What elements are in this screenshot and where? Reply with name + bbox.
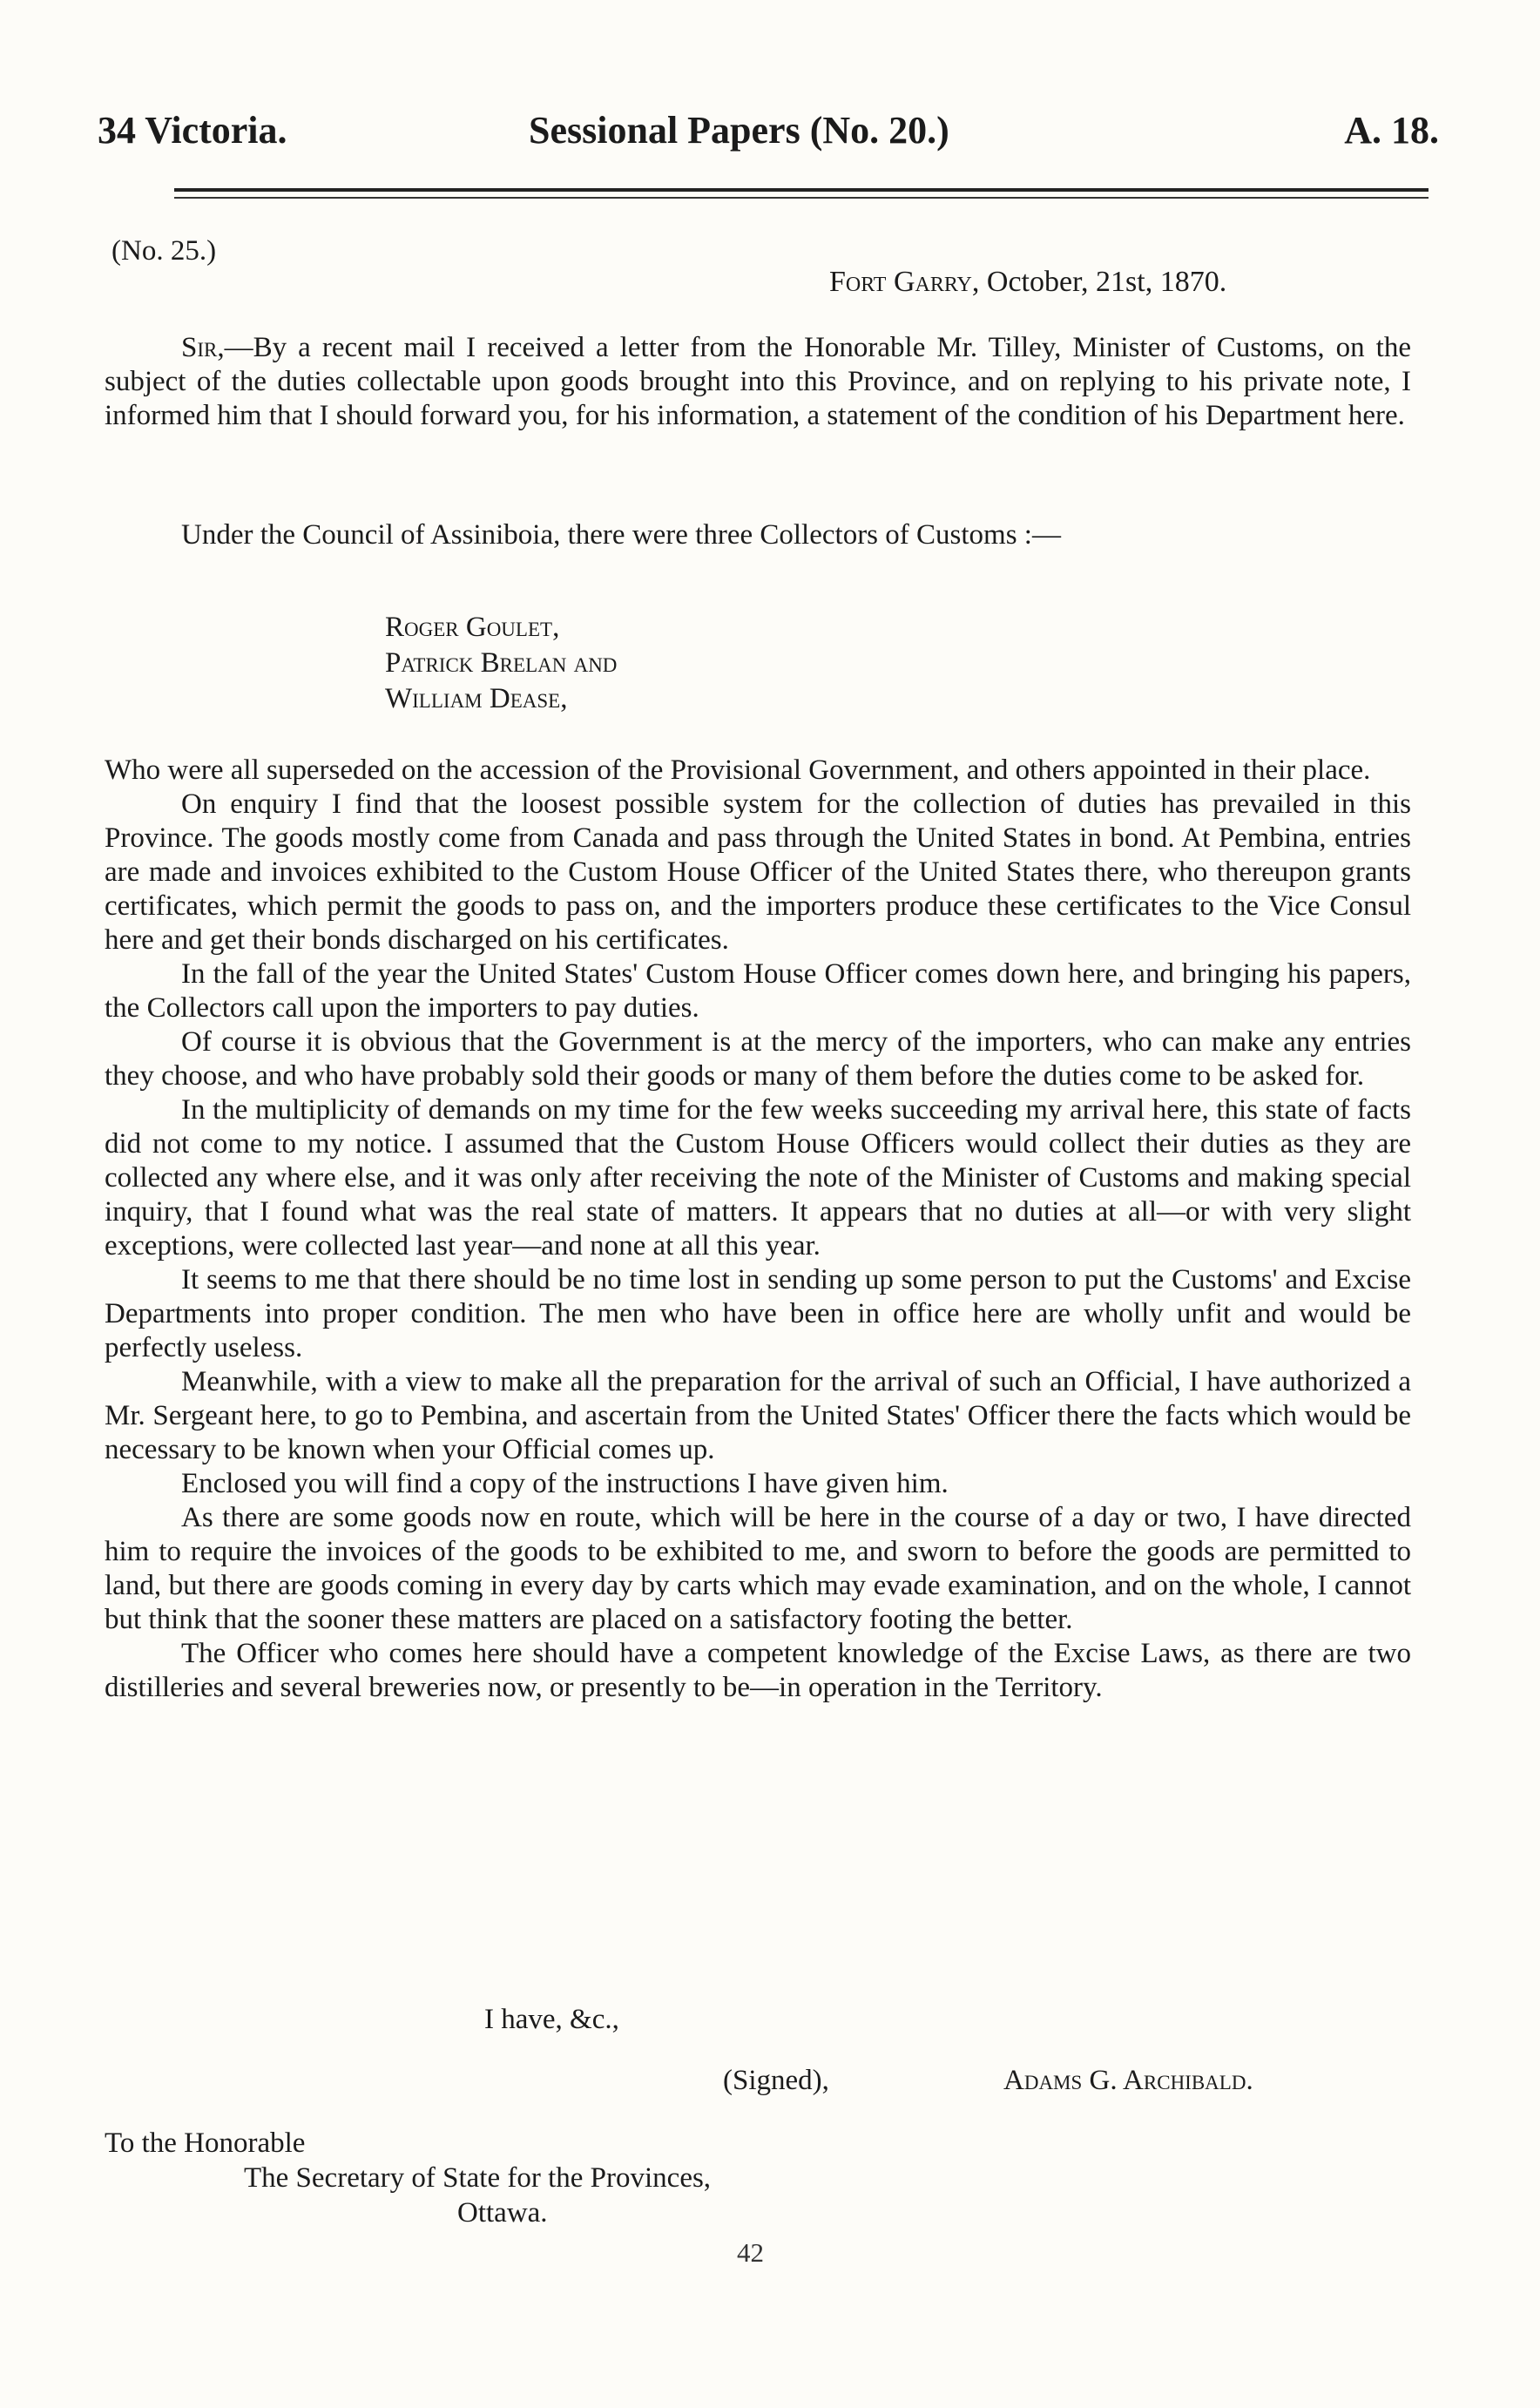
intro-paragraph <box>105 331 1411 433</box>
addressee-block <box>105 2126 711 2230</box>
body-paragraph: Meanwhile, with a view to make all the preparation for the arrival of such an Official, I have authorized a Mr. Sergeant here, to go to Pembina, and ascertain from the United States' Officer there the facts which would be necessary to be known when your Official comes up. <box>105 1366 1411 1465</box>
page-number: 42 <box>737 2237 764 2268</box>
collector-name: Patrick Brelan and <box>385 647 618 679</box>
dateline-place: Fort Garry, <box>829 266 980 298</box>
body-paragraph: On enquiry I find that the loosest possible system for the collection of duties has prevailed in this Province. The goods mostly come from Canada and pass through the United States in bond. At Pembina, entries are made and invoices exhibited to the Custom House Officer of the United States there, who thereupon grants certificates, which permit the goods to pass on, and the importers produce these certificates to the Vice Consul here and get their bonds discharged on his certificates. <box>105 788 1411 956</box>
body-paragraph: In the fall of the year the United States' Custom House Officer comes down here, and bringing his papers, the Collectors call upon the importers to pay duties. <box>105 958 1411 1024</box>
body-paragraph: The Officer who comes here should have a competent knowledge of the Excise Laws, as there are two distilleries and several breweries now, or presently to be—in operation in the Territory. <box>105 1638 1411 1703</box>
header-session: 34 Victoria. <box>98 109 287 152</box>
collectors-intro-text: Under the Council of Assiniboia, there were three Collectors of Customs :— <box>181 519 1061 551</box>
header-title: Sessional Papers (No. 20.) <box>529 109 949 152</box>
dateline <box>829 266 1226 299</box>
collector-name: William Dease, <box>385 683 568 714</box>
body-paragraph: It seems to me that there should be no time lost in sending up some person to put the Customs' and Excise Departments into proper condition. The men who have been in office here are wholly unfit and would be perfectly useless. <box>105 1264 1411 1363</box>
header-rule-thin <box>174 197 1429 199</box>
body-paragraph: As there are some goods now en route, which will be here in the course of a day or two, I have directed him to require the invoices of the goods to be exhibited to me, and sworn to before the goods are permitted to land, but there are goods coming in every day by carts which may evade examination, and on the whole, I cannot but think that the sooner these matters are placed on a satisfactory footing the better. <box>105 1502 1411 1635</box>
body-paragraph: Enclosed you will find a copy of the instructions I have given him. <box>181 1468 949 1499</box>
body-paragraph: Who were all superseded on the accession of the Provisional Government, and others appointed in their place. <box>105 754 1371 786</box>
intro-text: —By a recent mail I received a letter from the Honorable Mr. Tilley, Minister of Customs, on the subject of the duties collectable upon goods brought into this Province, and on replying to his private note, I informed him that I should forward you, for his information, a statement of the condition of his Department here. <box>105 332 1411 431</box>
body-paragraph: Of course it is obvious that the Government is at the mercy of the importers, who can make any entries they choose, and who have probably sold their goods or many of them before the duties come to be asked for. <box>105 1026 1411 1092</box>
salutation: Sir, <box>181 332 225 363</box>
signed-label: (Signed), <box>723 2065 829 2096</box>
dateline-date: October, 21st, 1870. <box>979 266 1227 298</box>
header-paper-id: A. 18. <box>1344 109 1439 152</box>
document-number: (No. 25.) <box>111 235 217 267</box>
letter-body <box>105 754 1411 1705</box>
collectors-list <box>385 610 617 717</box>
signature-name: Adams G. Archibald. <box>1003 2065 1253 2096</box>
header-rule-thick <box>174 188 1429 192</box>
body-paragraph: In the multiplicity of demands on my time for the few weeks succeeding my arrival here, this state of facts did not come to my notice. I assumed that the Custom House Officers would collect their duties as they are collected any where else, and it was only after receiving the note of the Minister of Customs and making special inquiry, that I found what was the real state of matters. It appears that no duties at all—or with very slight exceptions, were collected last year—and none at all this year. <box>105 1094 1411 1261</box>
addressee-line: To the Honorable <box>105 2127 306 2159</box>
collectors-intro <box>105 518 1411 552</box>
running-header <box>98 105 1439 166</box>
addressee-line: The Secretary of State for the Provinces, <box>244 2162 712 2194</box>
closing: I have, &c., <box>484 2004 619 2035</box>
collector-name: Roger Goulet, <box>385 612 560 643</box>
addressee-line: Ottawa. <box>457 2197 548 2229</box>
